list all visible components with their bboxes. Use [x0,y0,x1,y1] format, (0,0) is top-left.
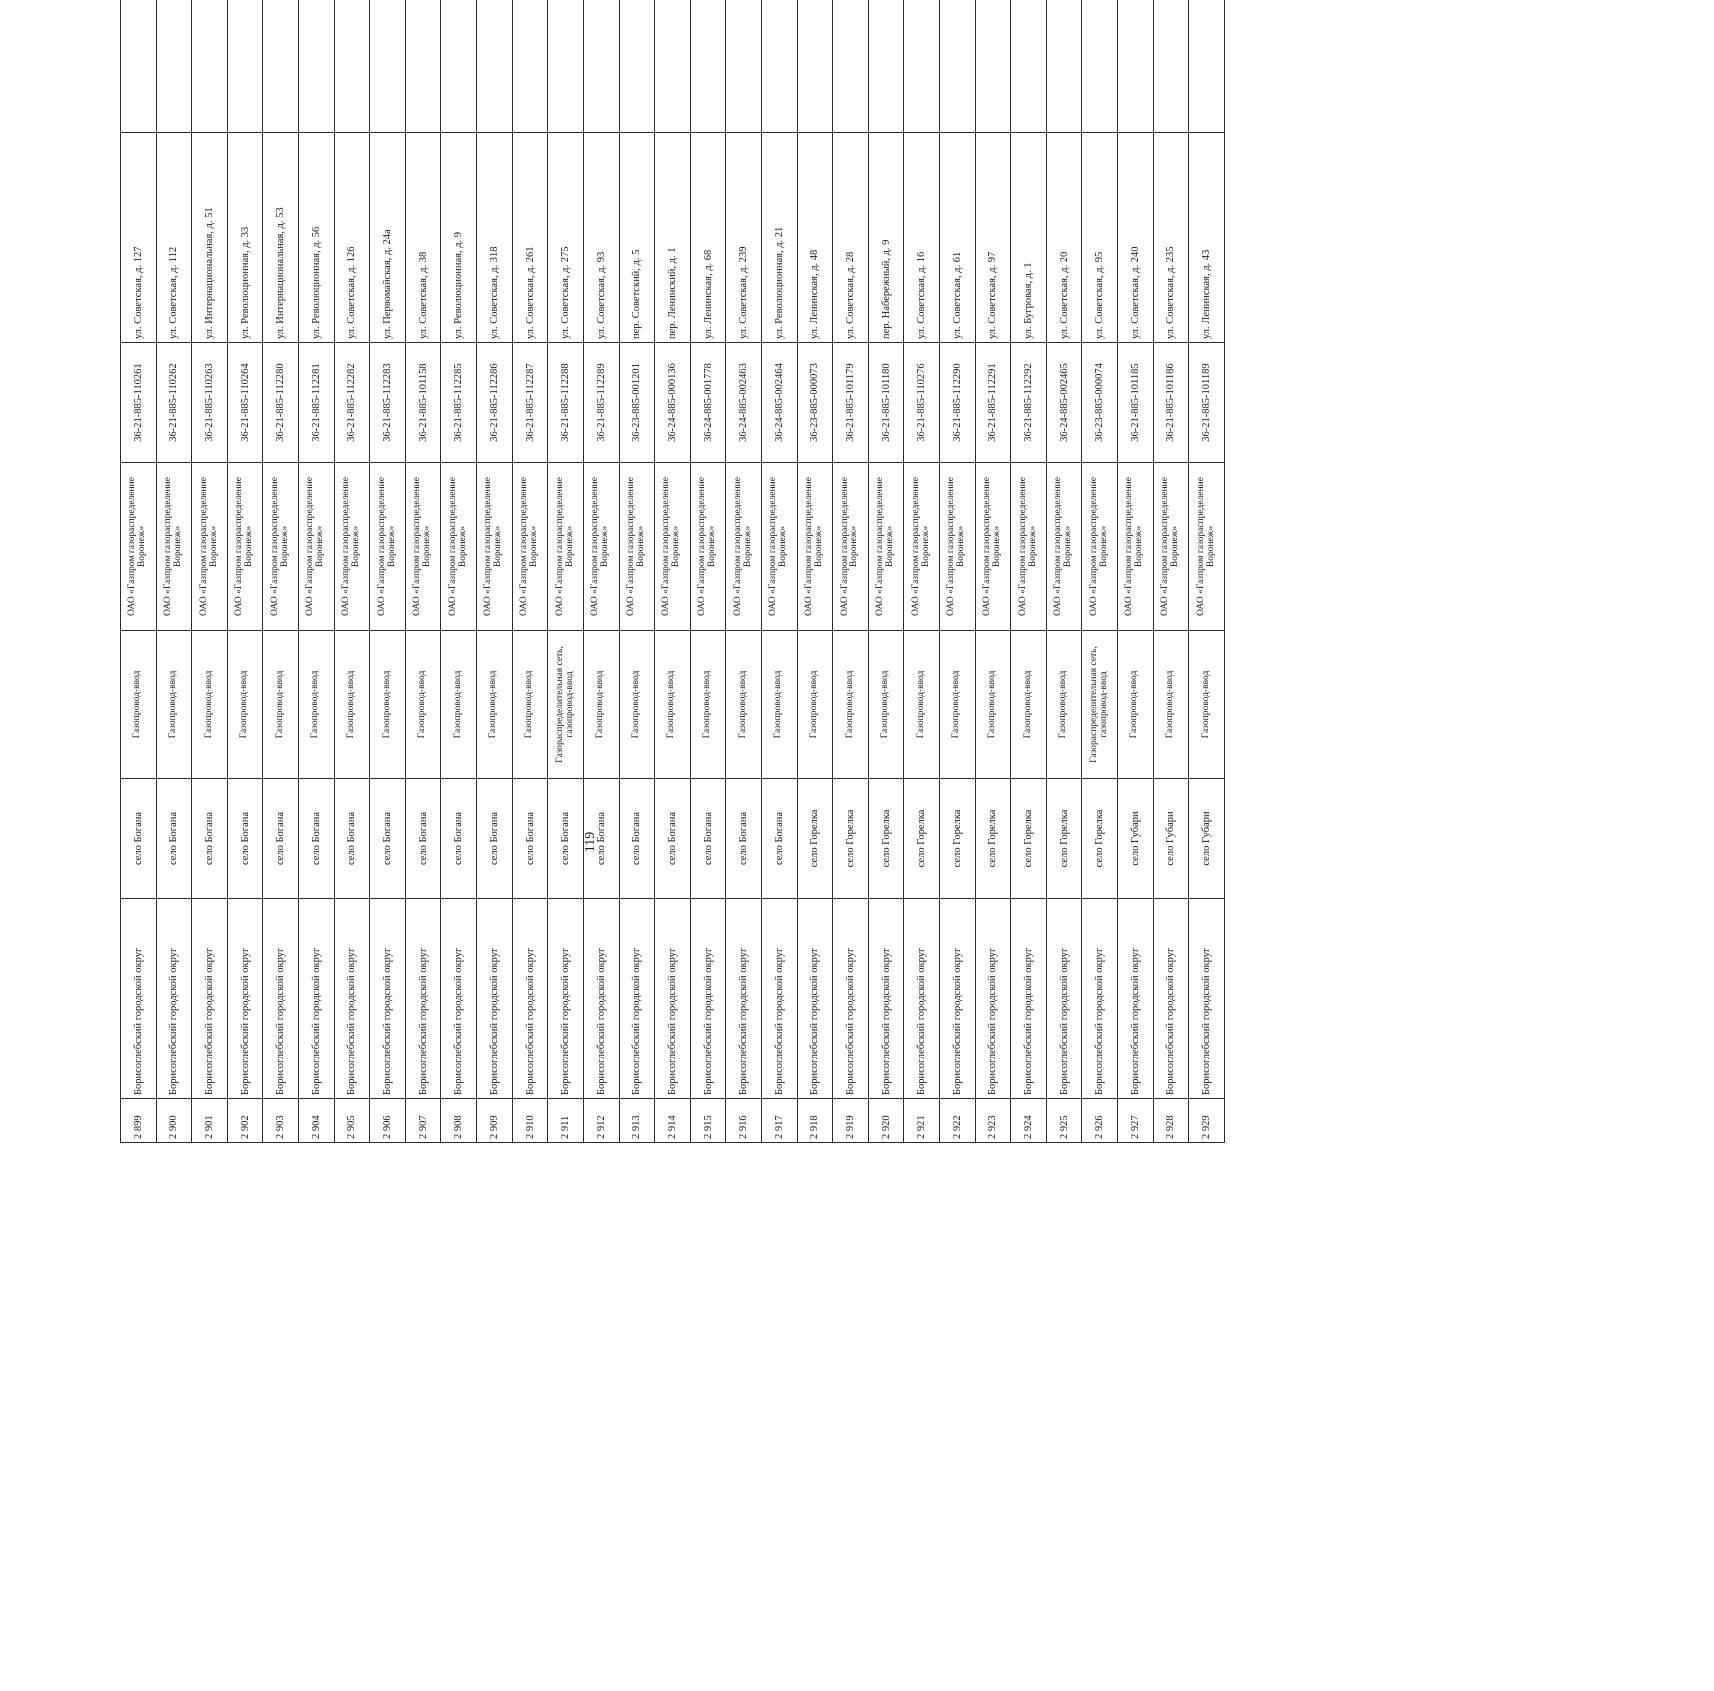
owner-cell: ОАО «Газпром газораспределение Воронеж» [833,463,869,631]
table-row [121,0,157,1143]
address-cell: ул. Советская, д. 318 [477,133,513,343]
district-cell: Борисоглебский городской округ [655,899,691,1099]
row-number: 2 914 [655,1099,691,1143]
address-cell: ул. Ленинская, д. 48 [797,133,833,343]
blank-cell [975,0,1011,133]
settlement-cell: село Горелка [868,779,904,899]
cadastral-number-cell: 36-21-885-112285 [441,343,477,463]
blank-cell [1118,0,1154,133]
table-row [405,0,441,1143]
settlement-cell: село Горелка [833,779,869,899]
address-cell: ул. Революционная, д. 21 [761,133,797,343]
address-cell: ул. Советская, д. 261 [512,133,548,343]
object-type-cell: Газопровод-ввод [370,631,406,779]
cadastral-number-cell: 36-21-885-101158 [405,343,441,463]
row-number: 2 917 [761,1099,797,1143]
cadastral-number-cell: 36-21-885-110263 [192,343,228,463]
district-cell: Борисоглебский городской округ [690,899,726,1099]
row-number: 2 901 [192,1099,228,1143]
blank-cell [334,0,370,133]
district-cell: Борисоглебский городской округ [192,899,228,1099]
table-row [370,0,406,1143]
object-type-cell: Газопровод-ввод [761,631,797,779]
blank-cell [405,0,441,133]
owner-cell: ОАО «Газпром газораспределение Воронеж» [1011,463,1047,631]
blank-cell [156,0,192,133]
object-type-cell: Газораспределительная сеть, газопровод-ввод [1082,631,1118,779]
settlement-cell: село Горелка [975,779,1011,899]
district-cell: Борисоглебский городской округ [1189,899,1225,1099]
cadastral-number-cell: 36-21-885-112290 [940,343,976,463]
row-number: 2 918 [797,1099,833,1143]
address-cell: пер. Набережный, д. 9 [868,133,904,343]
row-number: 2 900 [156,1099,192,1143]
object-type-cell: Газопровод-ввод [1046,631,1082,779]
row-number: 2 902 [227,1099,263,1143]
address-cell: ул. Советская, д. 112 [156,133,192,343]
settlement-cell: село Богана [263,779,299,899]
owner-cell: ОАО «Газпром газораспределение Воронеж» [761,463,797,631]
owner-cell: ОАО «Газпром газораспределение Воронеж» [1153,463,1189,631]
object-type-cell: Газопровод-ввод [619,631,655,779]
owner-cell: ОАО «Газпром газораспределение Воронеж» [940,463,976,631]
row-number: 2 904 [299,1099,335,1143]
cadastral-number-cell: 36-21-885-101179 [833,343,869,463]
blank-cell [726,0,762,133]
table-row [512,0,548,1143]
district-cell: Борисоглебский городской округ [726,899,762,1099]
table-row [1082,0,1118,1143]
object-type-cell: Газопровод-ввод [1153,631,1189,779]
cadastral-number-cell: 36-21-885-101185 [1118,343,1154,463]
district-cell: Борисоглебский городской округ [227,899,263,1099]
district-cell: Борисоглебский городской округ [156,899,192,1099]
settlement-cell: село Богана [761,779,797,899]
owner-cell: ОАО «Газпром газораспределение Воронеж» [726,463,762,631]
address-cell: ул. Советская, д. 38 [405,133,441,343]
row-number: 2 906 [370,1099,406,1143]
address-cell: ул. Первомайская, д. 24а [370,133,406,343]
blank-cell [441,0,477,133]
district-cell: Борисоглебский городской округ [1153,899,1189,1099]
table-row [334,0,370,1143]
district-cell: Борисоглебский городской округ [299,899,335,1099]
blank-cell [940,0,976,133]
object-type-cell: Газопровод-ввод [940,631,976,779]
page-number: 119 [583,831,599,853]
object-type-cell: Газопровод-ввод [512,631,548,779]
district-cell: Борисоглебский городской округ [1082,899,1118,1099]
settlement-cell: село Горелка [940,779,976,899]
address-cell: ул. Ленинская, д. 68 [690,133,726,343]
cadastral-number-cell: 36-21-885-112287 [512,343,548,463]
blank-cell [904,0,940,133]
object-type-cell: Газопровод-ввод [655,631,691,779]
owner-cell: ОАО «Газпром газораспределение Воронеж» [512,463,548,631]
blank-cell [1189,0,1225,133]
settlement-cell: село Богана [619,779,655,899]
row-number: 2 916 [726,1099,762,1143]
district-cell: Борисоглебский городской округ [761,899,797,1099]
table-row [619,0,655,1143]
cadastral-number-cell: 36-21-885-110264 [227,343,263,463]
table-row [1189,0,1225,1143]
blank-cell [1153,0,1189,133]
table-row [156,0,192,1143]
row-number: 2 915 [690,1099,726,1143]
cadastral-number-cell: 36-21-885-112286 [477,343,513,463]
table-row [1153,0,1189,1143]
object-type-cell: Газопровод-ввод [334,631,370,779]
address-cell: ул. Советская, д. 240 [1118,133,1154,343]
cadastral-number-cell: 36-24-885-002465 [1046,343,1082,463]
blank-cell [761,0,797,133]
district-cell: Борисоглебский городской округ [121,899,157,1099]
row-number: 2 920 [868,1099,904,1143]
object-type-cell: Газопровод-ввод [227,631,263,779]
row-number: 2 925 [1046,1099,1082,1143]
object-type-cell: Газопровод-ввод [299,631,335,779]
settlement-cell: село Богана [655,779,691,899]
address-cell: пер. Советский, д. 5 [619,133,655,343]
address-cell: ул. Революционная, д. 33 [227,133,263,343]
owner-cell: ОАО «Газпром газораспределение Воронеж» [583,463,619,631]
address-cell: ул. Советская, д. 126 [334,133,370,343]
owner-cell: ОАО «Газпром газораспределение Воронеж» [975,463,1011,631]
owner-cell: ОАО «Газпром газораспределение Воронеж» [1189,463,1225,631]
owner-cell: ОАО «Газпром газораспределение Воронеж» [619,463,655,631]
object-type-cell: Газопровод-ввод [121,631,157,779]
object-type-cell: Газопровод-ввод [156,631,192,779]
object-type-cell: Газопровод-ввод [904,631,940,779]
object-type-cell: Газопровод-ввод [975,631,1011,779]
table-row [868,0,904,1143]
owner-cell: ОАО «Газпром газораспределение Воронеж» [263,463,299,631]
object-type-cell: Газопровод-ввод [833,631,869,779]
blank-cell [370,0,406,133]
object-type-cell: Газопровод-ввод [441,631,477,779]
object-type-cell: Газопровод-ввод [192,631,228,779]
district-cell: Борисоглебский городской округ [370,899,406,1099]
owner-cell: ОАО «Газпром газораспределение Воронеж» [1118,463,1154,631]
row-number: 2 929 [1189,1099,1225,1143]
row-number: 2 912 [583,1099,619,1143]
object-type-cell: Газопровод-ввод [583,631,619,779]
settlement-cell: село Богана [156,779,192,899]
table-row [227,0,263,1143]
owner-cell: ОАО «Газпром газораспределение Воронеж» [690,463,726,631]
district-cell: Борисоглебский городской округ [619,899,655,1099]
cadastral-number-cell: 36-21-885-101180 [868,343,904,463]
blank-cell [868,0,904,133]
address-cell: ул. Советская, д. 95 [1082,133,1118,343]
settlement-cell: село Богана [690,779,726,899]
table-row [548,0,584,1143]
table-row [1046,0,1082,1143]
owner-cell: ОАО «Газпром газораспределение Воронеж» [1046,463,1082,631]
settlement-cell: село Богана [441,779,477,899]
object-type-cell: Газопровод-ввод [868,631,904,779]
blank-cell [1011,0,1047,133]
district-cell: Борисоглебский городской округ [477,899,513,1099]
cadastral-number-cell: 36-24-885-000136 [655,343,691,463]
settlement-cell: село Богана [227,779,263,899]
settlement-cell: село Богана [477,779,513,899]
owner-cell: ОАО «Газпром газораспределение Воронеж» [299,463,335,631]
district-cell: Борисоглебский городской округ [1046,899,1082,1099]
address-cell: ул. Советская, д. 28 [833,133,869,343]
blank-cell [477,0,513,133]
row-number: 2 911 [548,1099,584,1143]
district-cell: Борисоглебский городской округ [868,899,904,1099]
address-cell: ул. Советская, д. 97 [975,133,1011,343]
row-number: 2 905 [334,1099,370,1143]
cadastral-number-cell: 36-23-885-000073 [797,343,833,463]
settlement-cell: село Горелка [1011,779,1047,899]
settlement-cell: село Губари [1189,779,1225,899]
object-type-cell: Газопровод-ввод [1118,631,1154,779]
blank-cell [833,0,869,133]
owner-cell: ОАО «Газпром газораспределение Воронеж» [477,463,513,631]
table-row [655,0,691,1143]
object-type-cell: Газопровод-ввод [797,631,833,779]
settlement-cell: село Губари [1118,779,1154,899]
district-cell: Борисоглебский городской округ [405,899,441,1099]
cadastral-number-cell: 36-21-885-110262 [156,343,192,463]
cadastral-number-cell: 36-21-885-112280 [263,343,299,463]
object-type-cell: Газопровод-ввод [690,631,726,779]
table-row [263,0,299,1143]
table-row [1118,0,1154,1143]
settlement-cell: село Богана [192,779,228,899]
address-cell: ул. Ленинская, д. 43 [1189,133,1225,343]
blank-cell [121,0,157,133]
settlement-cell: село Богана [370,779,406,899]
object-type-cell: Газопровод-ввод [1011,631,1047,779]
owner-cell: ОАО «Газпром газораспределение Воронеж» [868,463,904,631]
address-cell: ул. Советская, д. 275 [548,133,584,343]
blank-cell [299,0,335,133]
blank-cell [583,0,619,133]
table-row [441,0,477,1143]
row-number: 2 908 [441,1099,477,1143]
object-type-cell: Газопровод-ввод [405,631,441,779]
settlement-cell: село Богана [334,779,370,899]
district-cell: Борисоглебский городской округ [441,899,477,1099]
settlement-cell: село Губари [1153,779,1189,899]
settlement-cell: село Богана [512,779,548,899]
table-row [583,0,619,1143]
table-row [797,0,833,1143]
owner-cell: ОАО «Газпром газораспределение Воронеж» [1082,463,1118,631]
cadastral-number-cell: 36-21-885-110261 [121,343,157,463]
address-cell: ул. Революционная, д. 56 [299,133,335,343]
owner-cell: ОАО «Газпром газораспределение Воронеж» [548,463,584,631]
district-cell: Борисоглебский городской округ [334,899,370,1099]
settlement-cell: село Горелка [1046,779,1082,899]
object-type-cell: Газопровод-ввод [477,631,513,779]
owner-cell: ОАО «Газпром газораспределение Воронеж» [192,463,228,631]
settlement-cell: село Горелка [1082,779,1118,899]
cadastral-number-cell: 36-24-885-002463 [726,343,762,463]
row-number: 2 903 [263,1099,299,1143]
owner-cell: ОАО «Газпром газораспределение Воронеж» [334,463,370,631]
cadastral-number-cell: 36-23-885-000074 [1082,343,1118,463]
row-number: 2 913 [619,1099,655,1143]
blank-cell [1082,0,1118,133]
blank-cell [797,0,833,133]
settlement-cell: село Богана [121,779,157,899]
blank-cell [548,0,584,133]
cadastral-number-cell: 36-21-885-112291 [975,343,1011,463]
object-type-cell: Газораспределительная сеть, газопровод-ввод [548,631,584,779]
object-type-cell: Газопровод-ввод [726,631,762,779]
cadastral-number-cell: 36-21-885-112288 [548,343,584,463]
address-cell: ул. Бугровая, д. 1 [1011,133,1047,343]
cadastral-number-cell: 36-21-885-110276 [904,343,940,463]
cadastral-number-cell: 36-21-885-101189 [1189,343,1225,463]
address-cell: ул. Советская, д. 127 [121,133,157,343]
row-number: 2 926 [1082,1099,1118,1143]
address-cell: ул. Советская, д. 239 [726,133,762,343]
owner-cell: ОАО «Газпром газораспределение Воронеж» [405,463,441,631]
object-type-cell: Газопровод-ввод [1189,631,1225,779]
district-cell: Борисоглебский городской округ [512,899,548,1099]
table-row [1011,0,1047,1143]
blank-cell [192,0,228,133]
settlement-cell: село Богана [726,779,762,899]
cadastral-number-cell: 36-21-885-112283 [370,343,406,463]
settlement-cell: село Горелка [797,779,833,899]
district-cell: Борисоглебский городской округ [548,899,584,1099]
object-type-cell: Газопровод-ввод [263,631,299,779]
address-cell: ул. Советская, д. 20 [1046,133,1082,343]
row-number: 2 927 [1118,1099,1154,1143]
owner-cell: ОАО «Газпром газораспределение Воронеж» [441,463,477,631]
row-number: 2 899 [121,1099,157,1143]
row-number: 2 923 [975,1099,1011,1143]
row-number: 2 924 [1011,1099,1047,1143]
table-row [690,0,726,1143]
blank-cell [263,0,299,133]
blank-cell [655,0,691,133]
cadastral-number-cell: 36-21-885-112289 [583,343,619,463]
table-row [940,0,976,1143]
district-cell: Борисоглебский городской округ [263,899,299,1099]
row-number: 2 921 [904,1099,940,1143]
settlement-cell: село Богана [405,779,441,899]
district-cell: Борисоглебский городской округ [583,899,619,1099]
address-cell: пер. Ленинский, д. 1 [655,133,691,343]
owner-cell: ОАО «Газпром газораспределение Воронеж» [227,463,263,631]
settlement-cell: село Богана [583,779,619,899]
table-row [761,0,797,1143]
cadastral-number-cell: 36-21-885-112282 [334,343,370,463]
row-number: 2 909 [477,1099,513,1143]
cadastral-number-cell: 36-24-885-002464 [761,343,797,463]
table-row [477,0,513,1143]
row-number: 2 919 [833,1099,869,1143]
table-row [192,0,228,1143]
blank-cell [619,0,655,133]
district-cell: Борисоглебский городской округ [904,899,940,1099]
owner-cell: ОАО «Газпром газораспределение Воронеж» [797,463,833,631]
table-row [299,0,335,1143]
owner-cell: ОАО «Газпром газораспределение Воронеж» [904,463,940,631]
settlement-cell: село Богана [548,779,584,899]
row-number: 2 928 [1153,1099,1189,1143]
cadastral-number-cell: 36-24-885-001778 [690,343,726,463]
settlement-cell: село Горелка [904,779,940,899]
address-cell: ул. Советская, д. 235 [1153,133,1189,343]
district-cell: Борисоглебский городской округ [833,899,869,1099]
owner-cell: ОАО «Газпром газораспределение Воронеж» [655,463,691,631]
address-cell: ул. Революционная, д. 9 [441,133,477,343]
owner-cell: ОАО «Газпром газораспределение Воронеж» [156,463,192,631]
address-cell: ул. Советская, д. 16 [904,133,940,343]
owner-cell: ОАО «Газпром газораспределение Воронеж» [121,463,157,631]
address-cell: ул. Советская, д. 61 [940,133,976,343]
row-number: 2 910 [512,1099,548,1143]
district-cell: Борисоглебский городской округ [940,899,976,1099]
row-number: 2 907 [405,1099,441,1143]
table-row [726,0,762,1143]
blank-cell [512,0,548,133]
address-cell: ул. Интернациональная, д. 53 [263,133,299,343]
blank-cell [1046,0,1082,133]
cadastral-number-cell: 36-21-885-112281 [299,343,335,463]
table-row [975,0,1011,1143]
district-cell: Борисоглебский городской округ [1118,899,1154,1099]
blank-cell [227,0,263,133]
table-row [904,0,940,1143]
row-number: 2 922 [940,1099,976,1143]
cadastral-number-cell: 36-23-885-001201 [619,343,655,463]
blank-cell [690,0,726,133]
cadastral-number-cell: 36-21-885-112292 [1011,343,1047,463]
table-row [833,0,869,1143]
register-table [120,38,1714,1143]
address-cell: ул. Интернациональная, д. 51 [192,133,228,343]
district-cell: Борисоглебский городской округ [975,899,1011,1099]
district-cell: Борисоглебский городской округ [1011,899,1047,1099]
district-cell: Борисоглебский городской округ [797,899,833,1099]
cadastral-number-cell: 36-21-885-101186 [1153,343,1189,463]
address-cell: ул. Советская, д. 93 [583,133,619,343]
owner-cell: ОАО «Газпром газораспределение Воронеж» [370,463,406,631]
settlement-cell: село Богана [299,779,335,899]
